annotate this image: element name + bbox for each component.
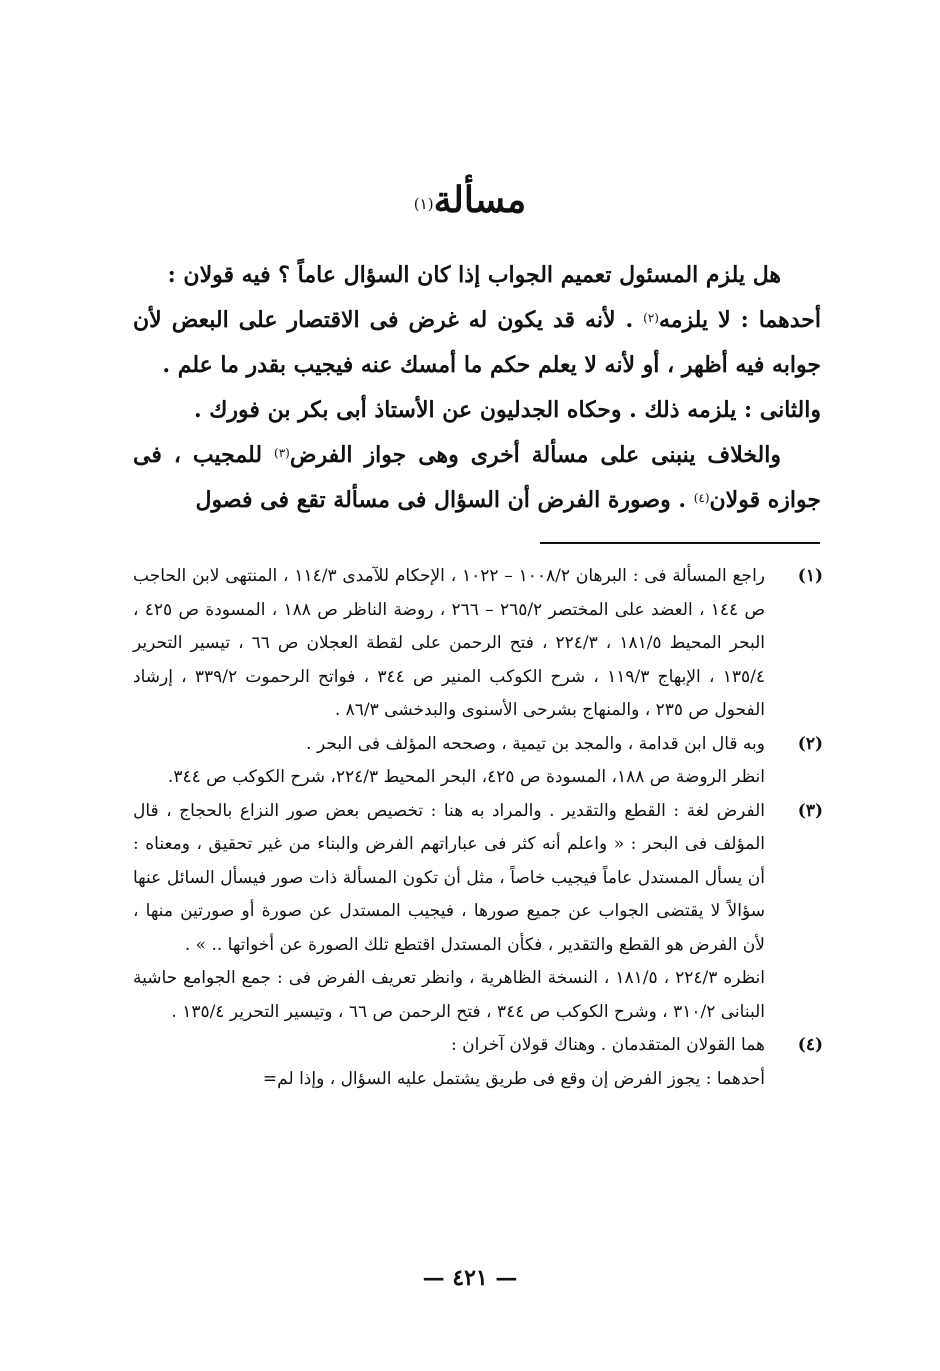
main-text: [133, 253, 821, 523]
page-number: — ٤٢١ —: [422, 1265, 518, 1291]
footnotes: [133, 560, 823, 1096]
footnote-divider: [540, 542, 820, 544]
footnote-number: (١): [797, 566, 823, 586]
paragraph-2-part-a: أحدهما : لا يلزمه: [658, 307, 821, 333]
paragraph-1: هل يلزم المسئول تعميم الجواب إذا كان السؤال عاماً ؟ فيه قولان :: [167, 262, 781, 288]
footnote-text: الفرض لغة : القطع والتقدير . والمراد به هنا : تخصيص بعض صور النزاع بالحجاج ، قال المؤلف فى البحر : « واعلم أنه كثر فى عباراتهم الفرض والبناء من غير تحقيق ، ومعناه : أن يسأل المستدل عاماً فيجيب خاصاً ، مثل أن تكون المسألة ذات صور فيسأل السائل عنها سؤالاً لا يقتضى الجواب عن جميع صورها ، فيجيب المستدل عن صورة أو صورتين منها ، لأن الفرض هو القطع والتقدير ، فكأن المستدل اقتطع تلك الصورة عن أخواتها .. » .: [133, 800, 765, 955]
title-footnote-ref: (١): [413, 195, 434, 213]
footnote-1: [133, 560, 823, 728]
title-text: مسألة: [433, 179, 527, 221]
paragraph-4: [133, 433, 821, 523]
paragraph-4-part-c: . وصورة الفرض أن السؤال فى مسألة تقع فى فصول: [195, 487, 694, 513]
paragraph-4-part-a: والخلاف ينبنى على مسألة أخرى وهى جواز الفرض: [289, 442, 781, 468]
footnote-ref-4: (٤): [693, 491, 710, 505]
footnote-2: [133, 728, 823, 795]
section-title: [0, 170, 940, 230]
paragraph-4-part-b: للمجيب ، فى جوازه قولان: [133, 442, 821, 513]
footnote-text: انظره ٢٢٤/٣ ، ١٨١/٥ ، النسخة الظاهرية ، وانظر تعريف الفرض فى : جمع الجوامع حاشية البنانى ٣١٠/٢ ، وشرح الكوكب ص ٣٤٤ ، فتح الرحمن ص ٦٦ ، وتيسير التحرير ١٣٥/٤ .: [133, 968, 766, 1022]
footnote-text: وبه قال ابن قدامة ، والمجد بن تيمية ، وصححه المؤلف فى البحر .: [306, 733, 765, 754]
paragraph-2: [133, 298, 821, 388]
footnote-text: أحدهما : يجوز الفرض إن وقع فى طريق يشتمل عليه السؤال ، وإذا لم=: [262, 1068, 765, 1089]
paragraph-3: والثانى : يلزمه ذلك . وحكاه الجدليون عن الأستاذ أبى بكر بن فورك .: [193, 397, 821, 423]
footnote-4: [133, 1029, 823, 1096]
footnote-ref-2: (٢): [643, 311, 659, 325]
footnote-text: هما القولان المتقدمان . وهناك قولان آخران :: [451, 1035, 765, 1055]
footnote-text: انظر الروضة ص ١٨٨، المسودة ص ٤٢٥، البحر المحيط ٢٢٤/٣، شرح الكوكب ص ٣٤٤.: [167, 767, 765, 787]
footnote-text: راجع المسألة فى : البرهان ١٠٠٨/٢ – ١٠٢٢ ، الإحكام للآمدى ١١٤/٣ ، المنتهى لابن الحاجب ص ١٤٤ ، العضد على المختصر ٢٦٥/٢ – ٢٦٦ ، روضة الناظر ص ١٨٨ ، المسودة ص ٤٢٥ ، البحر المحيط ١٨١/٥ ، ٢٢٤/٣ ، فتح الرحمن على لقطة العجلان ص ٦٦ ، تيسير التحرير ١٣٥/٤ ، الإبهاج ١١٩/٣ ، شرح الكوكب المنير ص ٣٤٤ ، فواتح الرحموت ٣٣٩/٢ ، إرشاد الفحول ص ٢٣٥ ، والمنهاج بشرحى الأسنوى والبدخشى ٨٦/٣ .: [133, 566, 766, 720]
footnote-number: (٢): [797, 733, 823, 754]
footnote-number: (٤): [797, 1035, 823, 1055]
paragraph-2-part-b: . لأنه قد يكون له غرض فى الاقتصار على البعض لأن جوابه فيه أظهر ، أو لأنه لا يعلم حكم ما أمسك عنه فيجيب بقدر ما علم .: [133, 307, 821, 378]
footnote-ref-3: (٣): [274, 446, 290, 460]
footnote-number: (٣): [797, 800, 823, 821]
footnote-3: [133, 795, 823, 1030]
